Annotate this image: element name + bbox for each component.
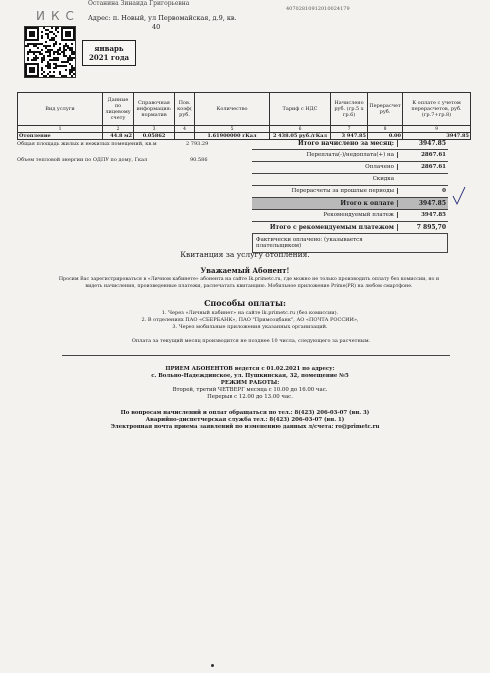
greeting: Уважаемый Абонент! [200,266,290,275]
billing-period [82,40,136,66]
contact-info: По вопросам начислений и оплат обращаться по тел.: 8(423) 206-03-07 (вн. 3) Аварийно-диспетчерская служба тел.: 8(423) 206-03-07 (вн. 1) Электронная почта приема заявлений по изменению данных л/счета: ro@primetc.ru [110,410,380,430]
divider [62,355,450,356]
charges-table [17,92,471,140]
scan-speck [211,664,214,667]
col-coef: Пов. коэф( руб. [175,93,195,126]
col-tariff: Тариф с НДС [270,93,331,126]
summary-block [252,138,448,253]
reception-info: ПРИЕМ АБОНЕНТОВ ведется с 01.02.2021 по адресу: с. Вольно-Надеждинское, ул. Пушкинская, 32, помещение №5 РЕЖИМ РАБОТЫ: Вторей, третий ЧЕТВЕРГ месяца с 10.00 до 16.00 час. Перерыв с 12.00 до 13.00 час. [151,366,349,400]
table-row: Отопление 44.8 м2 0.05862 1.61900000 гКал 2 438.05 руб./гКал 3 947.85 0.00 3947.85 [19,133,469,139]
company-logo: ИКС [36,9,80,23]
period-month: январь [94,44,124,53]
qr-code-icon [24,26,76,78]
info-paragraph: Просим Вас зарегистрироваться в «Личном кабинете» абонента на сайте Ik.primetc.ru, где можно не только производить оплату без комиссии, но и видеть начисления, произведенные платежи, распечатать квитанцию. Мобильное приложение Prime(PR) на любом смартфоне. [58,277,440,289]
area-value: 2 793.29 [186,141,209,147]
table-number-row: 1 2 3 4 5 6 7 8 9 [18,126,471,133]
period-year: 2021 года [88,53,130,62]
address-line: Адрес: п. Новый, ул Первомайская, д.9, кв. [88,14,237,22]
address-apartment: 40 [152,23,161,31]
summary-discount: Скидка [252,174,448,186]
odpu-label: Объем тепловой энергии по ОДПУ по дому, Гкал [17,157,148,163]
col-charged: Начислено руб. (гр.5 х гр.6) [331,93,368,126]
list-item: 1. Через «Личный кабинет» на сайте lk.primetc.ru (без комиссии). [161,310,339,316]
summary-total-with-recommended: Итого с рекомендуемым платежом 7 895,70 [252,222,448,234]
col-account-data: Данные по лицевому счету [103,93,134,126]
summary-recalc-past: Перерасчеты за прошлые периоды 0 [252,186,448,198]
account-number: 40702810912010024179 [286,6,350,12]
col-norm: Справочная информация: норматив [134,93,175,126]
summary-balance: Переплата(-)/недоплата(+) на 2867.61 [252,150,448,162]
summary-actually-paid: Фактически оплачено: (указывается плательщиком) [252,234,448,253]
col-recalc: Перерасчет руб. [368,93,403,126]
table-header-row [18,93,471,126]
area-label: Общая площадь жилых и нежилых помещений, кв.м [17,141,157,147]
handwritten-check-icon [452,186,466,206]
odpu-value: 90.586 [190,157,208,163]
summary-paid: Оплачено 2867.61 [252,162,448,174]
summary-total-due: Итого к оплате 3947.85 [252,198,448,210]
list-item: 3. Через мобильные приложения указанных организаций. [172,324,328,330]
col-to-pay: К оплате с учетом перерасчетов, руб. (гр.7+гр.8) [403,93,471,126]
col-service: Вид услуги [18,93,103,126]
payment-methods-title: Способы оплаты: [204,298,286,308]
list-item: 2. В отделениях ПАО «СБЕРБАНК», ПАО "Примсоцбанк", АО «ПОЧТА РОССИИ», [141,317,359,323]
payment-methods-list [100,310,400,331]
summary-recommended: Рекомендуемый платеж 3947.85 [252,210,448,222]
payment-deadline-note: Оплата за текущий месяц производится не позднее 10 числа, следующего за расчетным. [131,338,371,344]
summary-total-month: Итого начислено за месяц: 3947.85 [252,138,448,150]
receipt-title: Квитанция за услугу отопления. [180,250,310,259]
col-quantity: Количество [195,93,270,126]
payer-name: Останина Зинаида Григорьевна [88,0,190,7]
